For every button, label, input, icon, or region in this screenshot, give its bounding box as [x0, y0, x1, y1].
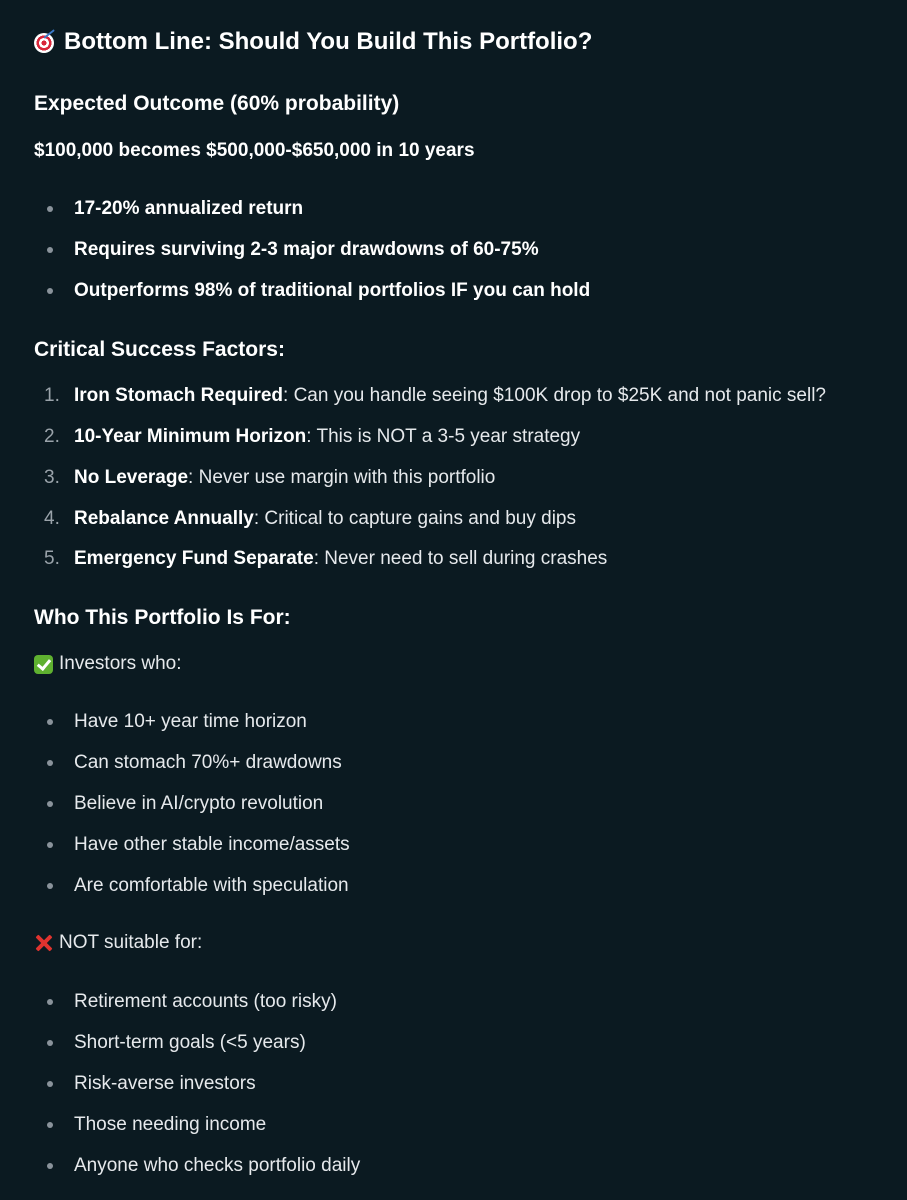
list-item	[34, 1032, 894, 1054]
not-label-text: NOT suitable for:	[59, 932, 203, 953]
item-strong: Rebalance Annually	[74, 508, 254, 529]
list-item-text: Short-term goals (<5 years)	[74, 1032, 306, 1053]
bullet-icon	[47, 206, 53, 212]
item-strong: Emergency Fund Separate	[74, 548, 314, 569]
numbered-item	[34, 548, 894, 570]
expected-summary: $100,000 becomes $500,000-$650,000 in 10 years	[34, 140, 475, 161]
list-item	[34, 280, 894, 302]
list-item-text: Those needing income	[74, 1114, 267, 1135]
list-item-text: Retirement accounts (too risky)	[74, 991, 337, 1012]
bullet-icon	[47, 247, 53, 253]
numbered-item	[34, 426, 894, 448]
item-strong: 10-Year Minimum Horizon	[74, 426, 307, 447]
list-item	[34, 1155, 894, 1177]
bullet-icon	[47, 883, 53, 889]
bullet-icon	[47, 719, 53, 725]
item-number: 2.	[44, 426, 60, 447]
list-item	[34, 793, 894, 815]
page-title	[34, 28, 592, 56]
bullet-icon	[47, 999, 53, 1005]
item-rest: : Can you handle seeing $100K drop to $25K and not panic sell?	[283, 385, 826, 406]
item-rest: : Critical to capture gains and buy dips	[253, 508, 576, 529]
list-item	[34, 711, 894, 733]
audience-heading: Who This Portfolio Is For:	[34, 606, 291, 629]
numbered-item	[34, 385, 894, 407]
item-number: 5.	[44, 548, 60, 569]
item-text	[74, 467, 495, 489]
check-mark-icon	[34, 655, 53, 674]
bullet-icon	[47, 760, 53, 766]
not-label	[34, 932, 202, 954]
list-item	[34, 239, 894, 261]
list-item	[34, 198, 894, 220]
for-label-text: Investors who:	[59, 653, 182, 674]
item-strong: No Leverage	[74, 467, 189, 488]
item-rest: : This is NOT a 3-5 year strategy	[306, 426, 581, 447]
list-item-text: Can stomach 70%+ drawdowns	[74, 752, 342, 773]
item-text	[74, 385, 826, 407]
item-text	[74, 426, 580, 448]
item-number: 1.	[44, 385, 60, 406]
list-item-text: Risk-averse investors	[74, 1073, 256, 1094]
factors-heading: Critical Success Factors:	[34, 338, 285, 361]
list-item-text: Requires surviving 2-3 major drawdowns of 60-75%	[74, 239, 539, 260]
list-item-text: Are comfortable with speculation	[74, 875, 349, 896]
item-text	[74, 548, 607, 570]
item-number: 3.	[44, 467, 60, 488]
list-item-text: Anyone who checks portfolio daily	[74, 1155, 361, 1176]
expected-heading: Expected Outcome (60% probability)	[34, 92, 400, 115]
item-strong: Iron Stomach Required	[74, 385, 284, 406]
for-label	[34, 653, 182, 675]
numbered-item	[34, 467, 894, 489]
numbered-item	[34, 508, 894, 530]
list-item-text: 17-20% annualized return	[74, 198, 304, 219]
bullet-icon	[47, 1122, 53, 1128]
bullet-icon	[47, 801, 53, 807]
target-icon	[34, 33, 54, 53]
bullet-icon	[47, 1040, 53, 1046]
list-item-text: Believe in AI/crypto revolution	[74, 793, 324, 814]
item-rest: : Never use margin with this portfolio	[188, 467, 496, 488]
list-item	[34, 752, 894, 774]
list-item	[34, 991, 894, 1013]
list-item	[34, 1073, 894, 1095]
bullet-icon	[47, 288, 53, 294]
page-title-text: Bottom Line: Should You Build This Portfolio?	[64, 28, 593, 55]
list-item	[34, 834, 894, 856]
list-item-text: Outperforms 98% of traditional portfolios IF you can hold	[74, 280, 591, 301]
bullet-icon	[47, 842, 53, 848]
item-rest: : Never need to sell during crashes	[313, 548, 608, 569]
item-text	[74, 508, 576, 530]
list-item-text: Have other stable income/assets	[74, 834, 350, 855]
list-item	[34, 875, 894, 897]
cross-mark-icon	[34, 933, 54, 953]
list-item	[34, 1114, 894, 1136]
item-number: 4.	[44, 508, 60, 529]
list-item-text: Have 10+ year time horizon	[74, 711, 307, 732]
bullet-icon	[47, 1081, 53, 1087]
bullet-icon	[47, 1163, 53, 1169]
